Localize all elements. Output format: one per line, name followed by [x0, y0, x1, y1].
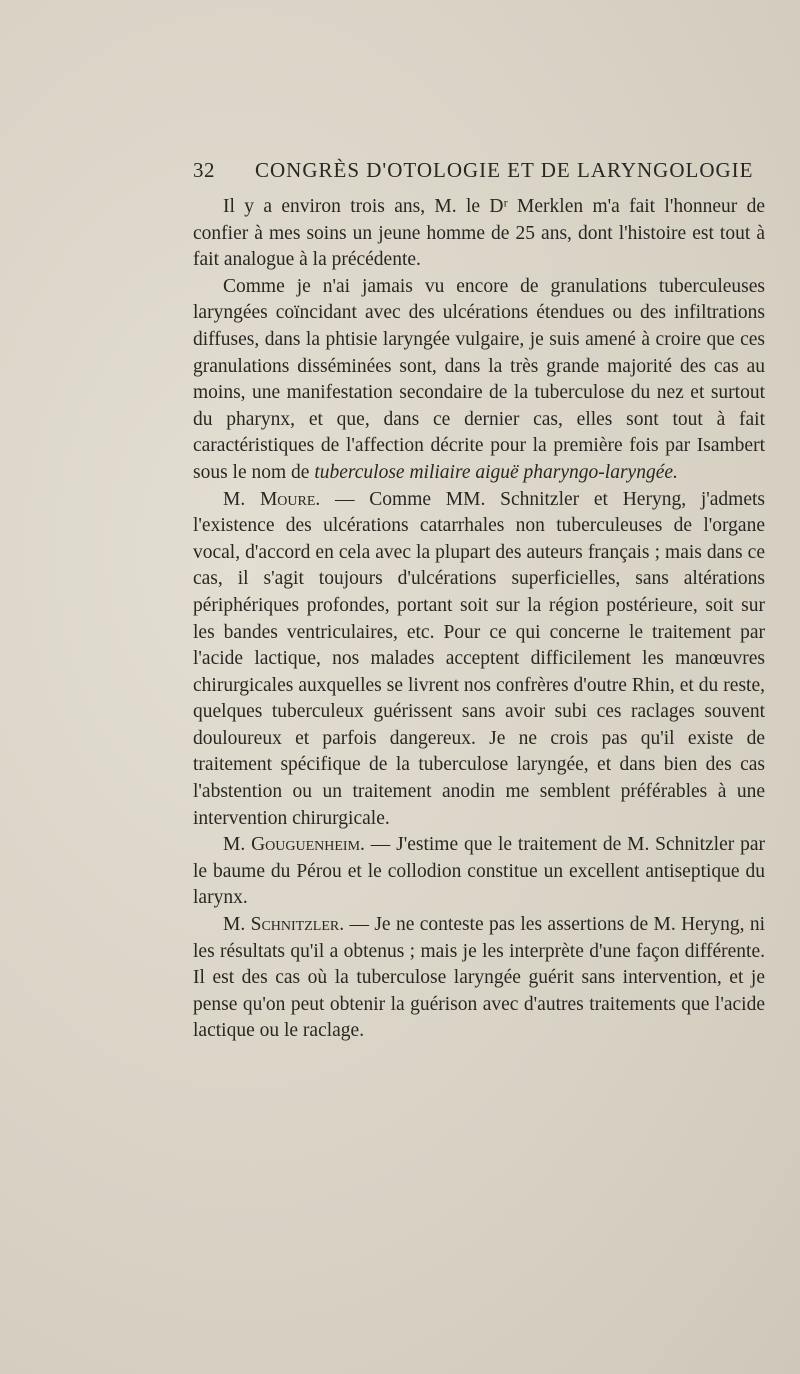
document-page — [193, 150, 765, 1045]
speaker-moure: M. Moure. — [223, 488, 321, 510]
running-header — [193, 150, 765, 190]
speaker-schnitzler: M. Schnitzler. — [223, 914, 345, 936]
paragraph-2-italic: tuberculose miliaire aiguë pharyngo-laryngée. — [314, 461, 678, 483]
paragraph-schnitzler-text: — Je ne conteste pas les assertions de M. Heryng, ni les résultats qu'il a obtenus ; mais je les interprète d'une façon différente. Il est des cas où la tuberculose laryngée guérit sans intervention, et je pense qu'on peut obtenir la guérison avec d'autres traitements que l'acide lactique ou le raclage. — [193, 914, 765, 1042]
paragraph-2-text: Comme je n'ai jamais vu encore de granulations tuberculeuses laryngées coïncidant avec des ulcérations étendues ou des infiltrations diffuses, dans la phtisie laryngée vulgaire, je suis amené à croire que ces granulations disséminées sont, dans la très grande majorité des cas au moins, une manifestation secondaire de la tuberculose du nez et surtout du pharynx, et que, dans ce dernier cas, elles sont tout à fait caractéristiques de l'affection décrite pour la première fois par Isambert sous le nom de — [193, 275, 765, 483]
paragraph-2 — [193, 274, 765, 487]
paragraph-gouguenheim-text: — J'estime que le traitement de M. Schnitzler par le baume du Pérou et le collodion constitue un excellent antiseptique du larynx. — [193, 834, 765, 909]
paragraph-moure — [193, 487, 765, 833]
running-head-title: CONGRÈS D'OTOLOGIE ET DE LARYNGOLOGIE — [255, 158, 754, 182]
paragraph-1 — [193, 194, 765, 274]
paragraph-schnitzler — [193, 912, 765, 1045]
paragraph-1-text: Il y a environ trois ans, M. le Dʳ Merklen m'a fait l'honneur de confier à mes soins un jeune homme de 25 ans, dont l'histoire est tout à fait analogue à la précédente. — [193, 196, 765, 271]
speaker-gouguenheim: M. Gouguenheim. — [223, 834, 365, 856]
paragraph-moure-text: — Comme MM. Schnitzler et Heryng, j'admets l'existence des ulcérations catarrhales non tuberculeuses de l'organe vocal, d'accord en cela avec la plupart des auteurs français ; mais dans ce cas, il s'agit toujours d'ulcérations superficielles, sans altérations périphériques profondes, portant soit sur la région postérieure, soit sur les bandes ventriculaires, etc. Pour ce qui concerne le traitement par l'acide lactique, nos malades acceptent difficilement les manœuvres chirurgicales auxquelles se livrent nos confrères d'outre Rhin, et du reste, quelques tuberculeux guérissent sans avoir subi ces raclages souvent douloureux et parfois dangereux. Je ne crois pas qu'il existe de traitement spécifique de la tuberculose laryngée, et dans bien des cas l'abstention ou un traitement anodin me semblent préférables à une intervention chirurgicale. — [193, 488, 765, 829]
paragraph-gouguenheim — [193, 832, 765, 912]
page-number: 32 — [193, 158, 215, 182]
